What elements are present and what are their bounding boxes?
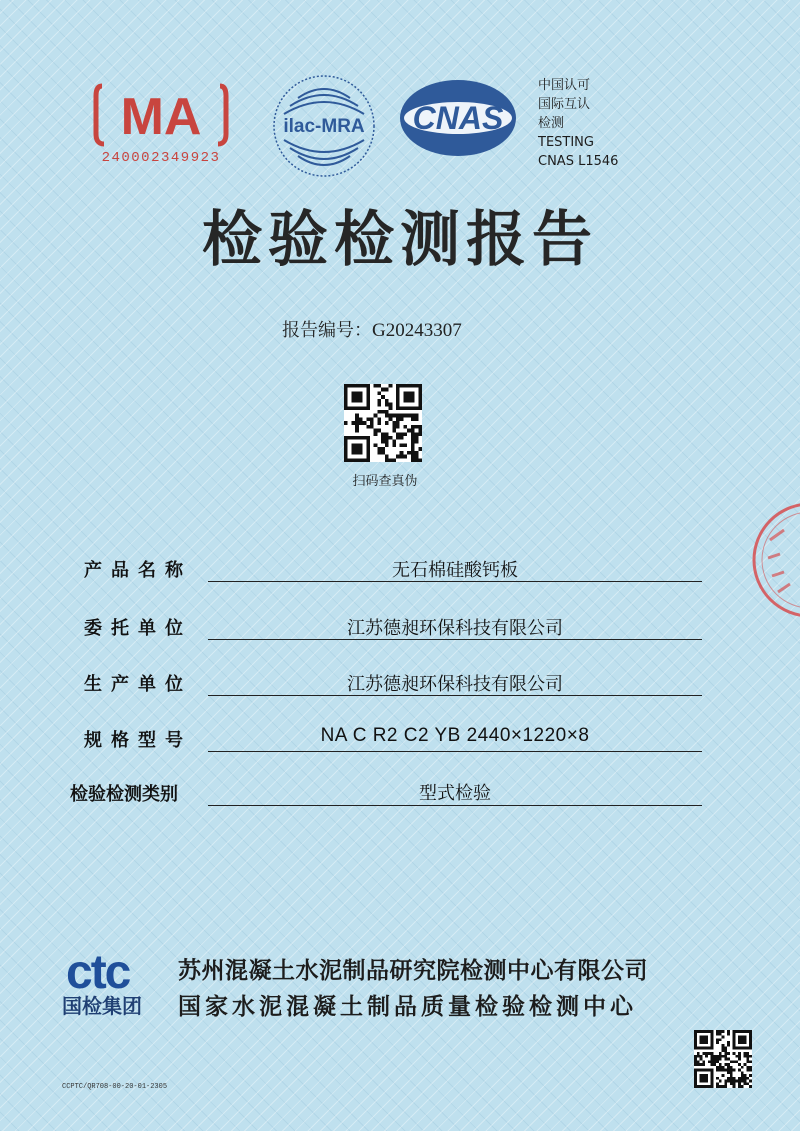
field-value-test-category: 型式检验 xyxy=(419,783,491,804)
field-value-product-name: 无石棉硅酸钙板 xyxy=(392,560,518,581)
cnas-line: 检测 xyxy=(538,116,565,131)
field-underline xyxy=(208,805,702,806)
ilac-mra-logo xyxy=(268,70,380,182)
field-value-client: 江苏德昶环保科技有限公司 xyxy=(347,618,563,639)
document-code: CCPTC/QR708-00-20-01-2305 xyxy=(62,1083,168,1091)
cnas-line: 国际互认 xyxy=(538,97,591,112)
report-number-label: 报告编号： xyxy=(282,320,372,341)
ctc-logo-text: ctc xyxy=(66,950,130,996)
page-title: 检验检测报告 xyxy=(202,205,598,275)
field-label-manufacturer: 生产单位 xyxy=(84,674,192,695)
cma-logo-text: MA xyxy=(120,88,202,146)
report-number xyxy=(282,316,462,342)
field-label-model: 规格型号 xyxy=(84,730,192,751)
ctc-group-name: 国检集团 xyxy=(62,994,142,1018)
cnas-logo-text: CNAS xyxy=(412,100,504,136)
organization-name-line1: 苏州混凝土水泥制品研究院检测中心有限公司 xyxy=(178,957,648,984)
field-label-client: 委托单位 xyxy=(84,618,192,639)
field-underline xyxy=(208,751,702,752)
cnas-line: 中国认可 xyxy=(538,78,591,93)
footer-qr-code[interactable] xyxy=(694,1030,752,1088)
cnas-logo xyxy=(396,76,520,160)
report-number-value: G20243307 xyxy=(372,320,462,341)
official-seal-stamp xyxy=(750,500,800,620)
field-value-manufacturer: 江苏德昶环保科技有限公司 xyxy=(347,674,563,695)
cma-number: 240002349923 xyxy=(101,150,221,166)
field-label-product-name: 产品名称 xyxy=(84,560,192,581)
cnas-accreditation-text xyxy=(538,76,618,171)
field-value-model: NA C R2 C2 YB 2440×1220×8 xyxy=(320,725,590,746)
verification-qr-code[interactable] xyxy=(344,384,422,462)
field-label-test-category: 检验检测类别 xyxy=(70,784,178,805)
cnas-line: CNAS L1546 xyxy=(538,154,619,169)
organization-name-line2: 国家水泥混凝土制品质量检验检测中心 xyxy=(178,993,637,1020)
qr-caption: 扫码查真伪 xyxy=(352,474,418,489)
ilac-mra-logo-text: ilac-MRA xyxy=(283,116,365,137)
cnas-line: TESTING xyxy=(538,135,594,150)
